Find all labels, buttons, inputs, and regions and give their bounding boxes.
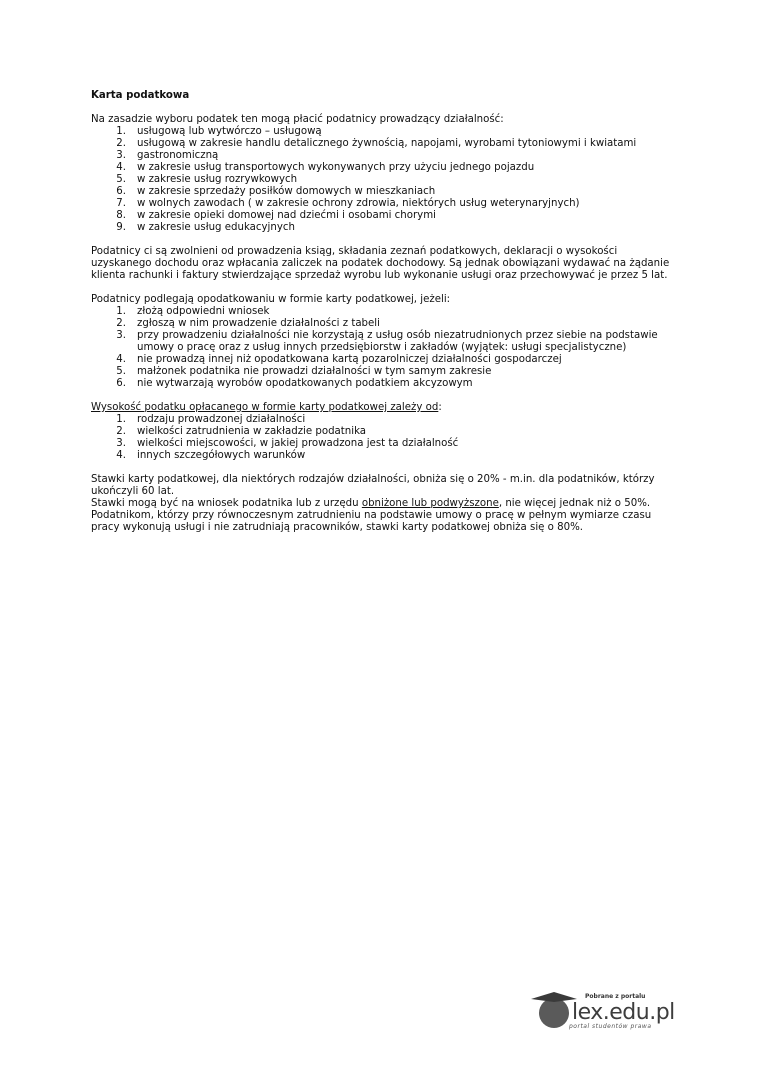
logo-wordmark: lex.edu.pl xyxy=(572,1000,675,1025)
list-item: 3. gastronomiczną xyxy=(116,150,219,161)
activity-list xyxy=(91,126,671,234)
rate-change-paragraph: Stawki mogą być na wniosek podatnika lub z urzędu obniżone lub podwyższone, nie więcej jednak niż o 50%. xyxy=(91,498,651,509)
list-item: 4. innych szczegółowych warunków xyxy=(116,450,306,461)
list-item: 5. małżonek podatnika nie prowadzi działalności w tym samym zakresie xyxy=(116,366,492,377)
lex-edu-logo xyxy=(527,992,677,1037)
conditions-intro: Podatnicy podlegają opodatkowaniu w formie karty podatkowej, jeżeli: xyxy=(91,294,451,305)
document-title: Karta podatkowa xyxy=(91,90,190,101)
list-item: 2. wielkości zatrudnienia w zakładzie podatnika xyxy=(116,426,367,437)
list-item: 3. przy prowadzeniu działalności nie korzystają z usług osób niezatrudnionych przez siebie na podstawie umowy o pracę oraz z usług innych przedsiębiorstw i zakładów (wyjątek: usługi specjalistyczne) xyxy=(116,330,658,353)
conditions-list xyxy=(91,306,671,390)
list-item: 6. w zakresie sprzedaży posiłków domowych w mieszkaniach xyxy=(116,186,436,197)
tax-amount-intro: Wysokość podatku opłacanego w formie karty podatkowej zależy od: xyxy=(91,402,442,413)
list-item: 2. zgłoszą w nim prowadzenie działalności z tabeli xyxy=(116,318,380,329)
list-item: 2. usługową w zakresie handlu detalicznego żywnością, napojami, wyrobami tytoniowymi i kwiatami xyxy=(116,138,637,149)
list-item: 7. w wolnych zawodach ( w zakresie ochrony zdrowia, niektórych usług weterynaryjnych) xyxy=(116,198,580,209)
document-page xyxy=(91,90,671,534)
list-item: 5. w zakresie usług rozrywkowych xyxy=(116,174,298,185)
list-item: 8. w zakresie opieki domowej nad dziećmi i osobami chorymi xyxy=(116,210,436,221)
exemption-paragraph: Podatnicy ci są zwolnieni od prowadzenia ksiąg, składania zeznań podatkowych, deklaracji o wysokości uzyskanego dochodu oraz wpłacania zaliczek na podatek dochodowy. Są jednak obowiązani wydawać na żądanie klienta rachunki i faktury stwierdzające sprzedaż wyrobu lub wykonanie usługi oraz przechowywać je przez 5 lat. xyxy=(91,246,670,281)
graduation-cap-icon xyxy=(531,992,577,1002)
list-item: 6. nie wytwarzają wyrobów opodatkowanych podatkiem akcyzowym xyxy=(116,378,473,389)
logo-emblem-icon xyxy=(539,998,569,1028)
list-item: 1. rodzaju prowadzonej działalności xyxy=(116,414,306,425)
list-item: 4. nie prowadzą innej niż opodatkowana kartą pozarolniczej działalności gospodarczej xyxy=(116,354,562,365)
list-item: 3. wielkości miejscowości, w jakiej prowadzona jest ta działalność xyxy=(116,438,459,449)
logo-caption: Pobrane z portalu xyxy=(585,993,646,1000)
list-item: 1. złożą odpowiedni wniosek xyxy=(116,306,270,317)
logo-tagline: portal studentów prawa xyxy=(569,1023,652,1030)
tax-factors-list xyxy=(91,414,671,462)
list-item: 9. w zakresie usług edukacyjnych xyxy=(116,222,295,233)
list-item: 1. usługową lub wytwórczo – usługową xyxy=(116,126,322,137)
rate-reduction-80-paragraph: Podatnikom, którzy przy równoczesnym zatrudnieniu na podstawie umowy o pracę w pełnym wymiarze czasu pracy wykonują usługi i nie zatrudniają pracowników, stawki karty podatkowej obniża się o 80%. xyxy=(91,510,652,533)
intro-paragraph: Na zasadzie wyboru podatek ten mogą płacić podatnicy prowadzący działalność: xyxy=(91,114,504,125)
rate-reduction-paragraph: Stawki karty podatkowej, dla niektórych rodzajów działalności, obniża się o 20% - m.in. dla podatników, którzy ukończyli 60 lat. xyxy=(91,474,655,497)
list-item: 4. w zakresie usług transportowych wykonywanych przy użyciu jednego pojazdu xyxy=(116,162,535,173)
